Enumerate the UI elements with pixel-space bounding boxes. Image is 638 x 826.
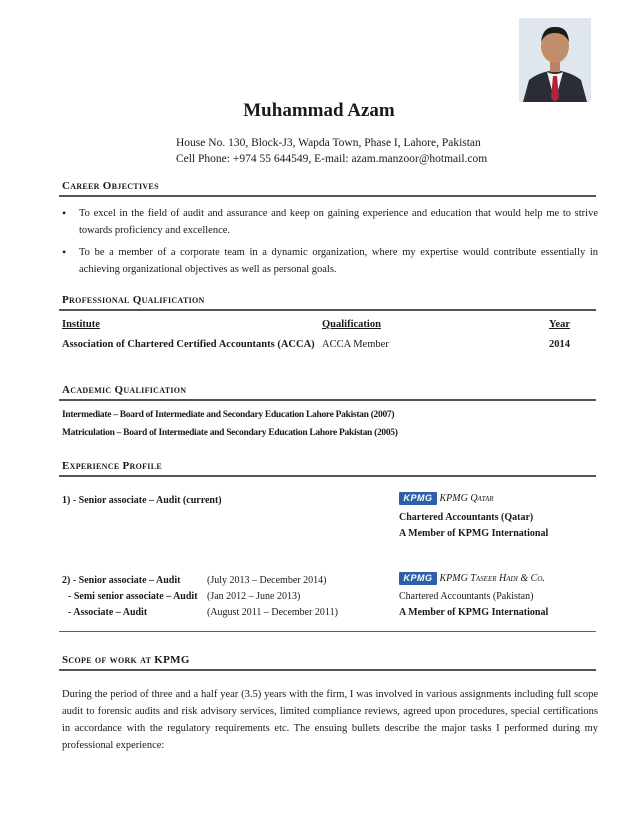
column-header-qualification: Qualification: [322, 319, 381, 330]
column-header-institute: Institute: [62, 319, 100, 330]
candidate-name: Muhammad Azam: [243, 100, 395, 121]
qualification-name: ACCA Member: [322, 339, 389, 350]
section-divider: [59, 669, 596, 671]
academic-qualification-heading: Academic Qualification: [62, 384, 187, 396]
address-line: House No. 130, Block-J3, Wapda Town, Phase I, Lahore, Pakistan: [176, 137, 481, 149]
section-divider: [59, 195, 596, 197]
profile-photo: [519, 18, 591, 102]
experience-profile-heading: Experience Profile: [62, 460, 162, 472]
job2-role-senior: 2) - Senior associate – Audit: [62, 575, 181, 586]
job1-firm-line2: Chartered Accountants (Qatar): [399, 512, 534, 523]
job1-firm: [399, 492, 494, 505]
scope-paragraph: During the period of three and a half year (3.5) years with the firm, I was involved in various assignments including full scope audit to forensic audits and risk advisory services, limited compliance reviews, agreed upon procedures, special certifications in accordance with the regulatory requirements etc. The ensuing bullets describe the major tasks I performed during my professional experience:: [62, 689, 598, 751]
job2-role-associate: - Associate – Audit: [68, 607, 148, 618]
kpmg-logo: KPMG: [399, 572, 437, 585]
section-divider: [59, 475, 596, 477]
section-divider-red: [59, 631, 596, 632]
career-objectives-list: [62, 205, 598, 283]
contact-block: [176, 135, 487, 167]
career-objectives-heading: Career Objectives: [62, 180, 159, 192]
scope-of-work-heading: Scope of work at KPMG: [62, 654, 190, 666]
job2-role-semi-senior: - Semi senior associate – Audit: [68, 591, 198, 602]
qualification-institute: Association of Chartered Certified Accountants (ACCA): [62, 339, 315, 350]
job2-firm: [399, 572, 545, 585]
academic-row-intermediate: Intermediate – Board of Intermediate and Secondary Education Lahore Pakistan (2007): [62, 410, 395, 420]
column-header-year: Year: [549, 319, 570, 330]
job1-role: 1) - Senior associate – Audit (current): [62, 495, 222, 506]
job2-firm-line3: A Member of KPMG International: [399, 607, 549, 618]
job1-firm-name: KPMG Qatar: [439, 492, 494, 504]
job2-firm-name: KPMG Taseer Hadi & Co.: [439, 572, 545, 584]
section-divider: [59, 399, 596, 401]
section-divider: [59, 309, 596, 311]
kpmg-logo: KPMG: [399, 492, 437, 505]
academic-row-matriculation: Matriculation – Board of Intermediate and Secondary Education Lahore Pakistan (2005): [62, 428, 398, 438]
job2-period-semi-senior: (Jan 2012 – June 2013): [207, 591, 301, 602]
contact-line: Cell Phone: +974 55 644549, E-mail: azam.manzoor@hotmail.com: [176, 153, 488, 165]
list-item: • To be a member of a corporate team in a dynamic organization, where my expertise would contribute essentially in achieving organizational objectives as well as personal goals.: [62, 244, 598, 278]
job2-period-senior: (July 2013 – December 2014): [207, 575, 327, 586]
job2-firm-line2: Chartered Accountants (Pakistan): [399, 591, 534, 602]
job2-period-associate: (August 2011 – December 2011): [207, 607, 338, 618]
professional-qualification-heading: Professional Qualification: [62, 294, 205, 306]
job1-firm-line3: A Member of KPMG International: [399, 528, 549, 539]
list-item: • To excel in the field of audit and assurance and keep on gaining experience and education that would help me to strive towards proficiency and excellence.: [62, 205, 598, 239]
qualification-year: 2014: [549, 339, 570, 350]
